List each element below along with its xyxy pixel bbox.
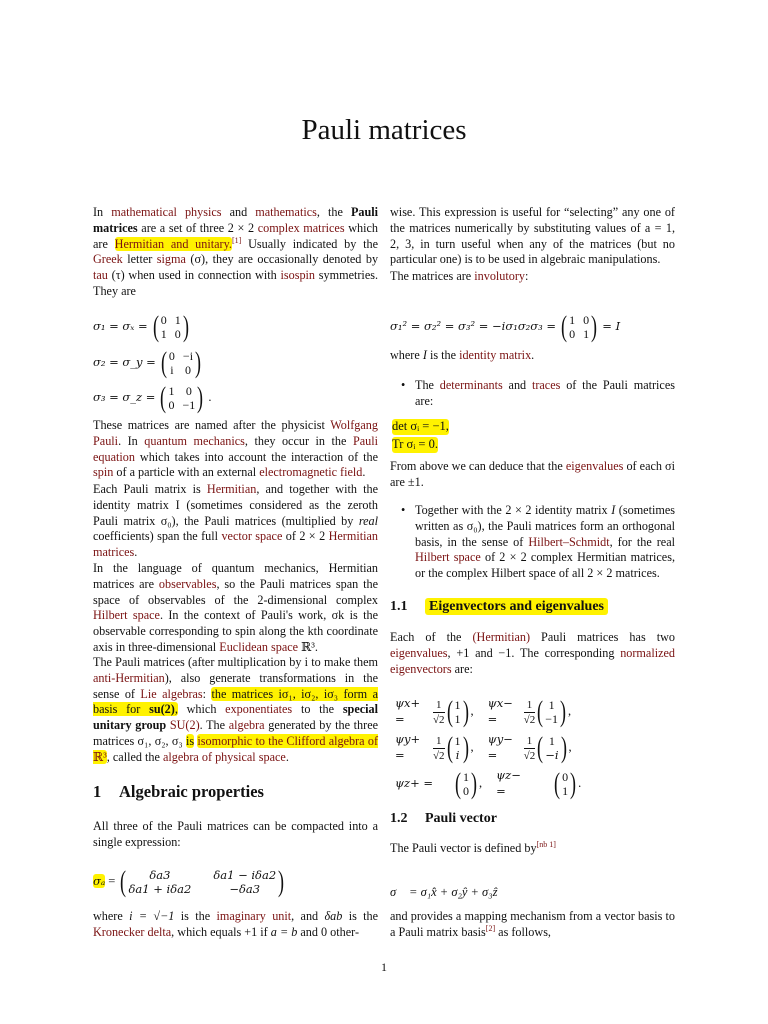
link-vector-space[interactable]: vector space <box>221 529 283 544</box>
paragraph-lie-algebras: The Pauli matrices (after multiplication by i to make them anti-Hermitian), also generate transformations in the sense of Lie algebras: the matrices iσ₁, iσ₂, iσ₃ form a basis for su(2), which exponentiates to the special unitary group SU(2). The algebra generated by the three matrices σ₁, σ₂, σ₃ is isomorphic to the Clifford algebra of ℝ³, called the algebra of physical space. <box>93 655 379 764</box>
link-algebra[interactable]: algebra <box>228 718 265 733</box>
section-heading-algebraic: 1 Algebraic properties <box>93 782 264 801</box>
bullet-orthogonal-basis: • Together with the 2 × 2 identity matrix I (sometimes written as σ₀), the Pauli matrices form an orthogonal basis, in the sense of Hilbert–Schmidt, for the real Hilbert space of 2 × 2 complex Hermitian matrices, or the complex Hilbert space of all 2 × 2 matrices. <box>415 503 675 582</box>
link-exponentiates[interactable]: exponentiates <box>225 702 293 717</box>
sigma-a-equation: σₐ = ( δa3 δa1 − iδa2 δa1 + iδa2 −δa3 ) <box>93 865 285 898</box>
bullet-determinants: • The determinants and traces of the Pauli matrices are: <box>415 378 675 410</box>
trace-equation: Tr σᵢ = 0. <box>392 437 438 451</box>
link-euclidean-space[interactable]: Euclidean space <box>219 639 299 654</box>
link-anti-hermitian[interactable]: anti-Hermitian <box>93 670 165 685</box>
paragraph-identity: where I is the identity matrix. <box>390 348 535 362</box>
paragraph-single-expression: All three of the Pauli matrices can be compacted into a single expression: <box>93 819 378 849</box>
link-hilbert-space-right[interactable]: Hilbert space <box>415 550 481 565</box>
sigma3-equation: σ₃ = σ_z = ( 1 0 0 −1 ) . <box>93 381 212 414</box>
paragraph-pauli-vector: The Pauli vector is defined by[nb 1] <box>390 839 556 855</box>
sigma1-equation: σ₁ = σₓ = ( 0 1 1 0 ) <box>93 310 189 343</box>
section-heading-eigenvectors: 1.1 Eigenvectors and eigenvalues <box>390 598 608 616</box>
link-isospin[interactable]: isospin <box>280 268 316 283</box>
link-involutory[interactable]: involutory <box>474 269 526 283</box>
link-mathematics[interactable]: mathematics <box>255 205 317 219</box>
link-hilbert-schmidt[interactable]: Hilbert–Schmidt <box>528 534 610 549</box>
link-clifford-algebra[interactable]: isomorphic to the Clifford algebra of ℝ³ <box>93 733 379 764</box>
link-electromagnetic-field[interactable]: electromagnetic field <box>259 465 363 480</box>
link-imaginary-unit[interactable]: imaginary unit <box>216 909 292 923</box>
link-traces[interactable]: traces <box>531 378 561 392</box>
link-hermitian-unitary[interactable]: Hermitian and unitary. <box>114 236 232 251</box>
link-determinants[interactable]: determinants <box>439 378 503 392</box>
page-title: Pauli matrices <box>301 114 467 146</box>
paragraph-selecting: wise. This expression is useful for “selecting” any one of the matrices numerically by substituting values of a = 1, 2, 3, in turn useful when any of the matrices (but no particular one) is to be used in algebraic manipulations. <box>390 205 675 267</box>
paragraph-eigenvalues: From above we can deduce that the eigenvalues of each σi are ±1. <box>390 459 676 489</box>
pauli-vector-equation: σ⃗ = σ₁x̂ + σ₂ŷ + σ₃ẑ <box>390 885 498 899</box>
paragraph-named-after: These matrices are named after the physicist Wolfgang Pauli. In quantum mechanics, they occur in the Pauli equation which takes into account the interaction of the spin of a particle with an external electromagnetic field. <box>93 418 379 480</box>
paragraph-mapping: and provides a mapping mechanism from a vector basis to a Pauli matrix basis[2] as follows, <box>390 909 675 939</box>
link-kronecker-delta[interactable]: Kronecker delta <box>93 924 172 939</box>
link-sigma[interactable]: sigma <box>156 252 186 267</box>
link-algebra-physical-space[interactable]: algebra of physical space <box>162 749 286 764</box>
link-tau[interactable]: tau <box>93 268 108 283</box>
link-normalized-eigenvectors[interactable]: normalized eigenvectors <box>390 645 676 676</box>
link-pauli-equation[interactable]: Pauli equation <box>93 433 379 464</box>
ref-1[interactable]: [1] <box>231 235 242 245</box>
sigma2-equation: σ₂ = σ_y = ( 0 −i i 0 ) <box>93 346 202 379</box>
link-lie-algebras[interactable]: Lie algebras <box>140 686 203 701</box>
ref-2[interactable]: [2] <box>485 923 496 933</box>
det-equation: det σᵢ = −1, <box>392 419 449 433</box>
link-su2[interactable]: SU(2) <box>169 718 200 733</box>
link-quantum-mechanics[interactable]: quantum mechanics <box>144 433 245 448</box>
link-hermitian-right[interactable]: (Hermitian) <box>472 630 531 644</box>
link-hilbert-space[interactable]: Hilbert space <box>93 608 160 623</box>
highlight-basis-su2: the matrices iσ₁, iσ₂, iσ₃ form a basis for su(2), <box>93 686 378 717</box>
link-complex-matrices[interactable]: complex matrices <box>257 220 345 235</box>
involutory-equation: σ₁² = σ₂² = σ₃² = −iσ₁σ₂σ₃ = ( 1 0 0 1 ) = I <box>390 310 621 343</box>
paragraph-imaginary-unit: where i = √−1 is the imaginary unit, and δab is the Kronecker delta, which equals +1 if a = b and 0 other- <box>93 909 379 939</box>
link-observables[interactable]: observables <box>158 576 217 591</box>
link-eigenvalues-right[interactable]: eigenvalues <box>390 645 448 660</box>
link-mathematical-physics[interactable]: mathematical physics <box>111 205 222 219</box>
link-spin[interactable]: spin <box>93 465 114 480</box>
link-eigenvalues[interactable]: eigenvalues <box>565 459 624 473</box>
link-wolfgang-pauli[interactable]: Wolfgang Pauli <box>93 418 378 448</box>
paragraph-hermitian: Each Pauli matrix is Hermitian, and together with the identity matrix I (sometimes considered as the zeroth Pauli matrix σ₀), the Pauli matrices (multiplied by real coefficients) span the full vector space of 2 × 2 Hermitian matrices. <box>93 482 379 560</box>
paragraph-involutory: The matrices are involutory: <box>390 269 529 283</box>
section-heading-pauli-vector: 1.2 Pauli vector <box>390 811 497 826</box>
link-hermitian[interactable]: Hermitian <box>206 482 257 496</box>
note-nb1[interactable]: [nb 1] <box>536 839 556 849</box>
link-identity-matrix[interactable]: identity matrix <box>459 348 532 362</box>
page-number: 1 <box>381 960 387 974</box>
link-hermitian-matrices[interactable]: Hermitian matrices <box>93 529 379 560</box>
eigenvector-equations: ψx+ = 1 √2 ( 1 1 ) , ψx− = 1 √2 ( 1 −1 ) , ψy+ = 1 √2 ( 1 i ) , ψy− = 1 √2 ( 1 −i ) , ψz+ = ( 1 0 ) , ψz− = ( 0 1 ) . <box>395 695 582 800</box>
paragraph-observables: In the language of quantum mechanics, Hermitian matrices are observables, so the Pauli matrices span the space of observables of the 2-dimensional complex Hilbert space. In the context of Pauli's work, σk is the observable corresponding to spin along the kth coordinate axis in three-dimensional Euclidean space ℝ³. <box>93 561 378 654</box>
paragraph-eigenvectors: Each of the (Hermitian) Pauli matrices has two eigenvalues, +1 and −1. The corresponding normalized eigenvectors are: <box>390 630 676 676</box>
intro-paragraph: In mathematical physics and mathematics, the Pauli matrices are a set of three 2 × 2 complex matrices which are Hermitian and unitary.[1] Usually indicated by the Greek letter sigma (σ), they are occasionally denoted by tau (τ) when used in connection with isospin symmetries. They are <box>93 205 379 298</box>
link-greek[interactable]: Greek <box>93 252 123 267</box>
